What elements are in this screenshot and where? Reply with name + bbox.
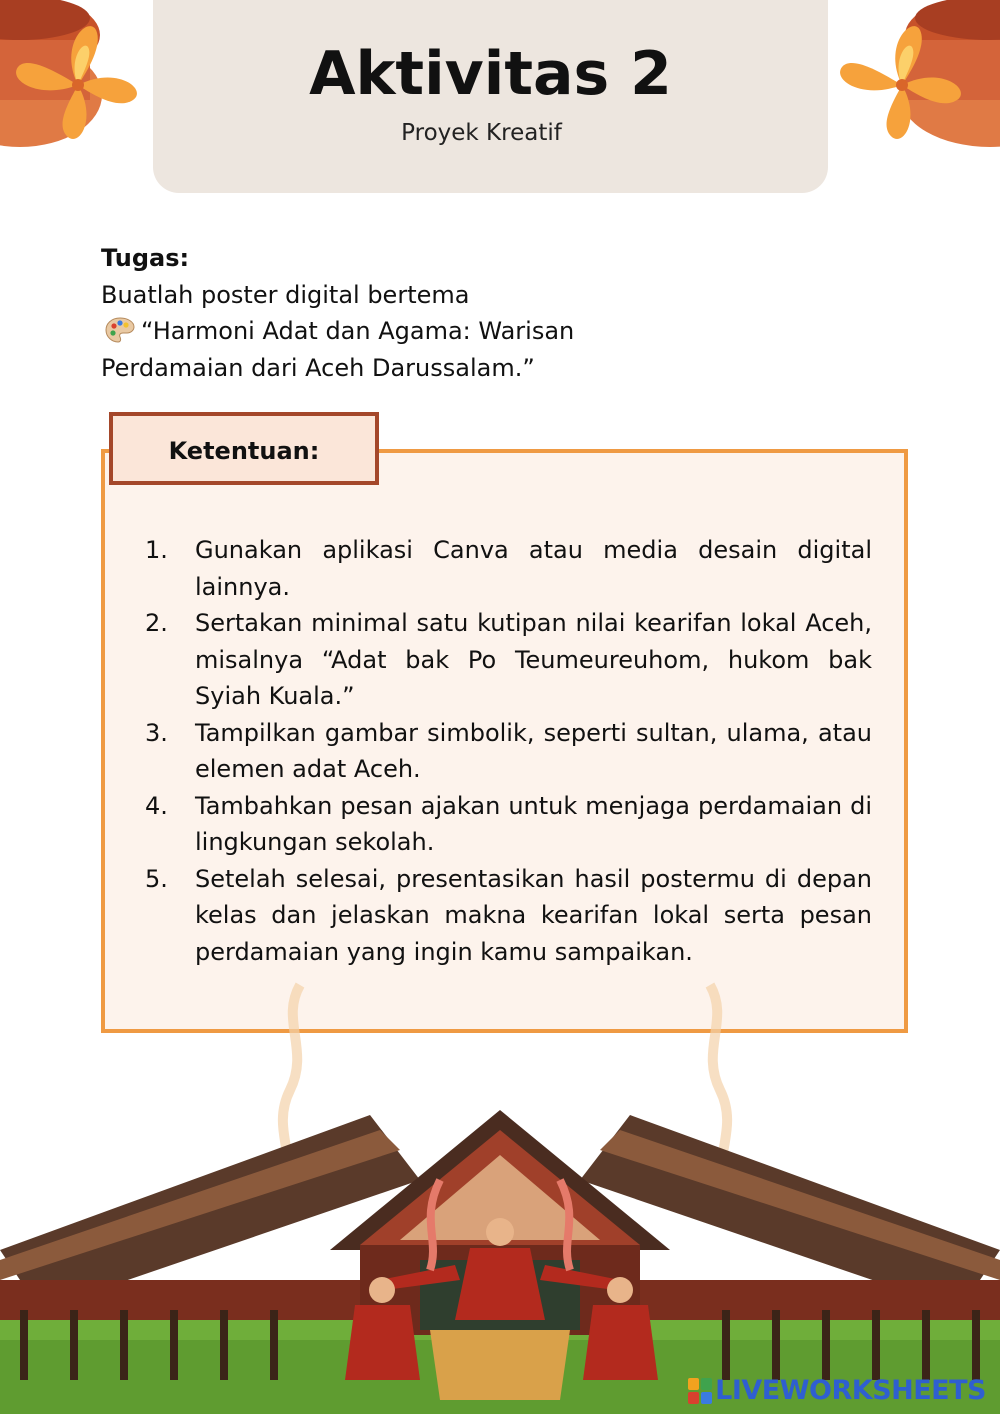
- rule-text: Tampilkan gambar simbolik, seperti sultan, ulama, atau elemen adat Aceh.: [195, 718, 872, 783]
- rule-item: [140, 788, 872, 861]
- palette-icon: [105, 316, 135, 344]
- task-text-line-2: [101, 313, 661, 350]
- task-text-line-3: Perdamaian dari Aceh Darussalam.”: [101, 353, 535, 382]
- rule-text: Setelah selesai, presentasikan hasil postermu di depan kelas dan jelaskan makna kearifan lokal serta pesan perdamaian yang ingin kamu sampaikan.: [195, 864, 872, 966]
- drum-flower-decoration-right: [840, 0, 1000, 160]
- rule-item: [140, 715, 872, 788]
- drum-flower-decoration-left: [0, 0, 150, 160]
- aceh-house-scene-illustration: [0, 980, 1000, 1414]
- task-quote-part-1: “Harmoni Adat dan Agama: Warisan: [141, 317, 575, 345]
- rule-number: 3.: [145, 718, 168, 747]
- rule-number: 1.: [145, 536, 168, 564]
- task-label: Tugas:: [101, 244, 190, 272]
- rule-number: 2.: [145, 609, 168, 637]
- rules-list: [140, 532, 872, 970]
- liveworksheets-brand: [687, 1375, 986, 1406]
- rule-number: 5.: [145, 864, 168, 893]
- liveworksheets-logo-icon: [687, 1377, 713, 1405]
- rule-text: Tambahkan pesan ajakan untuk menjaga perdamaian di lingkungan sekolah.: [195, 791, 872, 856]
- rule-text: Gunakan aplikasi Canva atau media desain digital lainnya.: [195, 536, 872, 601]
- task-block: [101, 240, 661, 386]
- rule-item: [140, 605, 872, 715]
- rule-text: Sertakan minimal satu kutipan nilai kearifan lokal Aceh, misalnya “Adat bak Po Teumeureuhom, hukom bak Syiah Kuala.”: [195, 609, 872, 710]
- rule-item: [140, 532, 872, 605]
- task-text-line-1: Buatlah poster digital bertema: [101, 280, 470, 309]
- page-title: Aktivitas 2: [309, 39, 672, 109]
- page-subtitle: Proyek Kreatif: [401, 120, 562, 146]
- liveworksheets-label: LIVEWORKSHEETS: [715, 1375, 986, 1406]
- rules-label: Ketentuan:: [168, 437, 320, 465]
- rule-number: 4.: [145, 791, 168, 820]
- rule-item: [140, 861, 872, 971]
- rules-tab: [109, 412, 379, 485]
